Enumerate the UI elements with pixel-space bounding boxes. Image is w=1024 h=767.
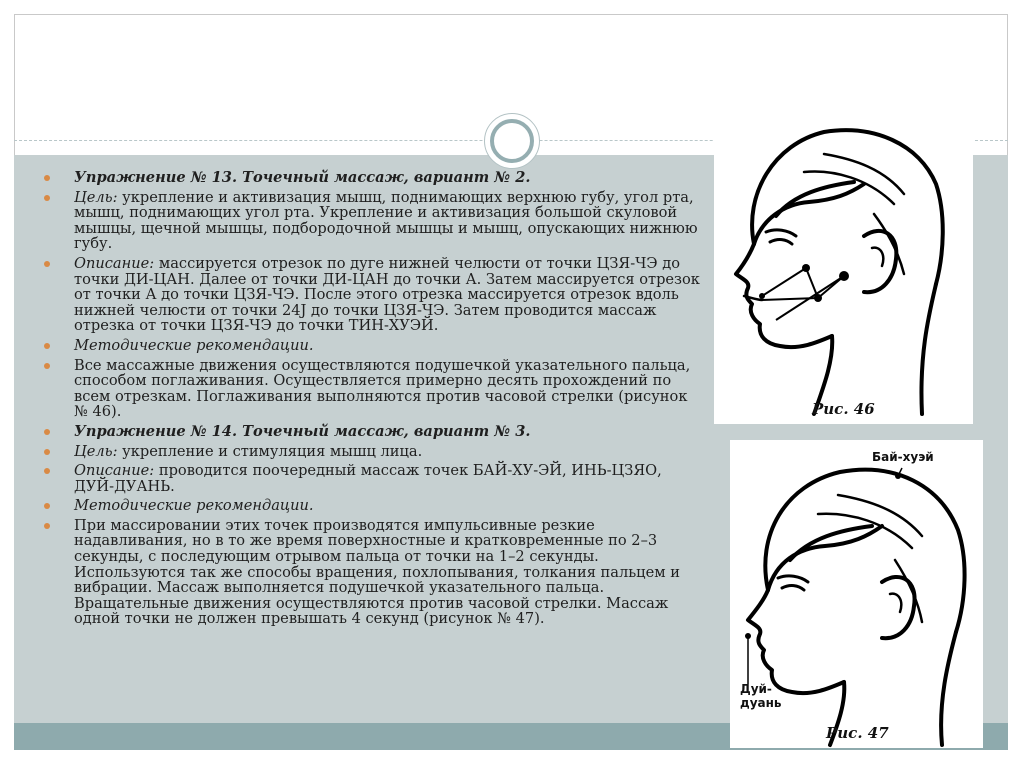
label-dui-duan-line1: Дуй- bbox=[740, 682, 772, 696]
bullet-text-part: Описание: bbox=[74, 462, 155, 480]
label-dui-duan-line2: дуань bbox=[740, 696, 782, 710]
figure-46-caption: Рис. 46 bbox=[812, 400, 875, 418]
bullet-text-part: Методические рекомендации. bbox=[74, 497, 314, 515]
bullet-dot-icon bbox=[44, 175, 50, 181]
ring-ornament bbox=[484, 113, 540, 169]
bullet-item bbox=[42, 498, 704, 514]
bullet-dot-icon bbox=[44, 429, 50, 435]
bullet-dot-icon bbox=[44, 523, 50, 529]
bullet-text-part: проводится поочередный массаж точек БАЙ-ХУ-ЭЙ, ИНЬ-ЦЗЯО, ДУЙ-ДУАНЬ. bbox=[74, 462, 662, 495]
bullet-text-part: Упражнение № 14. Точечный массаж, вариант № 3. bbox=[74, 422, 531, 440]
bullet-item bbox=[42, 424, 704, 440]
bullet-text-part: Цель: bbox=[74, 188, 118, 206]
bullet-text-part: Методические рекомендации. bbox=[74, 336, 314, 354]
bullet-text-part: Описание: bbox=[74, 254, 155, 272]
bullet-dot-icon bbox=[44, 363, 50, 369]
figure-47-caption: Рис. 47 bbox=[826, 724, 889, 742]
bullet-text-part: укрепление и стимуляция мышц лица. bbox=[117, 442, 423, 460]
label-bai-huei: Бай-хуэй bbox=[872, 450, 934, 464]
bullet-item bbox=[42, 444, 704, 460]
bullet-text-part: Упражнение № 13. Точечный массаж, вариант № 2. bbox=[74, 169, 531, 186]
bullet-dot-icon bbox=[44, 449, 50, 455]
bullet-item bbox=[42, 518, 704, 627]
bullet-item bbox=[42, 463, 704, 494]
bullet-item bbox=[42, 338, 704, 354]
bullet-text-part: При массировании этих точек производятся импульсивные резкие надавливания, но в то же время поверхностные и кратковременные по 2–3 секунды, с последующим отрывом пальца от точки на 1–2 секунды. Используются так же способы вращения, похлопывания, толкания пальцем и вибрации. Массаж выполняется подушечкой указательного пальца. Вращательные движения осуществляются против часовой стрелки. Массаж одной точки не должен превышать 4 секунд (рисунок № 47). bbox=[74, 516, 680, 628]
head-illustration-46 bbox=[714, 124, 973, 424]
bullet-dot-icon bbox=[44, 261, 50, 267]
bullet-list bbox=[42, 170, 704, 627]
bullet-item bbox=[42, 256, 704, 334]
bullet-text-part: укрепление и активизация мышц, поднимающих верхнюю губу, угол рта, мышц, поднимающих угол рта. Укрепление и активизация большой скуловой мышцы, щечной мышцы, подбородочной мышцы и мышц, опускающих нижнюю губу. bbox=[74, 188, 698, 253]
bullet-item bbox=[42, 358, 704, 420]
bullet-dot-icon bbox=[44, 343, 50, 349]
bullet-text-part: Все массажные движения осуществляются подушечкой указательного пальца, способом поглаживания. Осуществляется примерно десять прохождений по всем отрезкам. Поглаживания выполняются против часовой стрелки (рисунок № 46). bbox=[74, 356, 691, 421]
bullet-dot-icon bbox=[44, 468, 50, 474]
figure-47 bbox=[730, 440, 983, 748]
bullet-item bbox=[42, 170, 704, 186]
bullet-dot-icon bbox=[44, 503, 50, 509]
bullet-dot-icon bbox=[44, 195, 50, 201]
figure-46 bbox=[714, 124, 973, 424]
bullet-item bbox=[42, 190, 704, 252]
bullet-text-part: Цель: bbox=[74, 442, 118, 460]
text-column bbox=[42, 170, 704, 631]
bullet-text-part: массируется отрезок по дуге нижней челюсти от точки ЦЗЯ-ЧЭ до точки ДИ-ЦАН. Далее от точки ДИ-ЦАН до точки А. Затем массируется отрезок от точки А до точки ЦЗЯ-ЧЭ. После этого отрезка массируется отрезок вдоль нижней челюсти от точки 24J до точки ЦЗЯ-ЧЭ. Затем проводится массаж отрезка от точки ЦЗЯ-ЧЭ до точки ТИН-ХУЭЙ. bbox=[74, 254, 700, 335]
